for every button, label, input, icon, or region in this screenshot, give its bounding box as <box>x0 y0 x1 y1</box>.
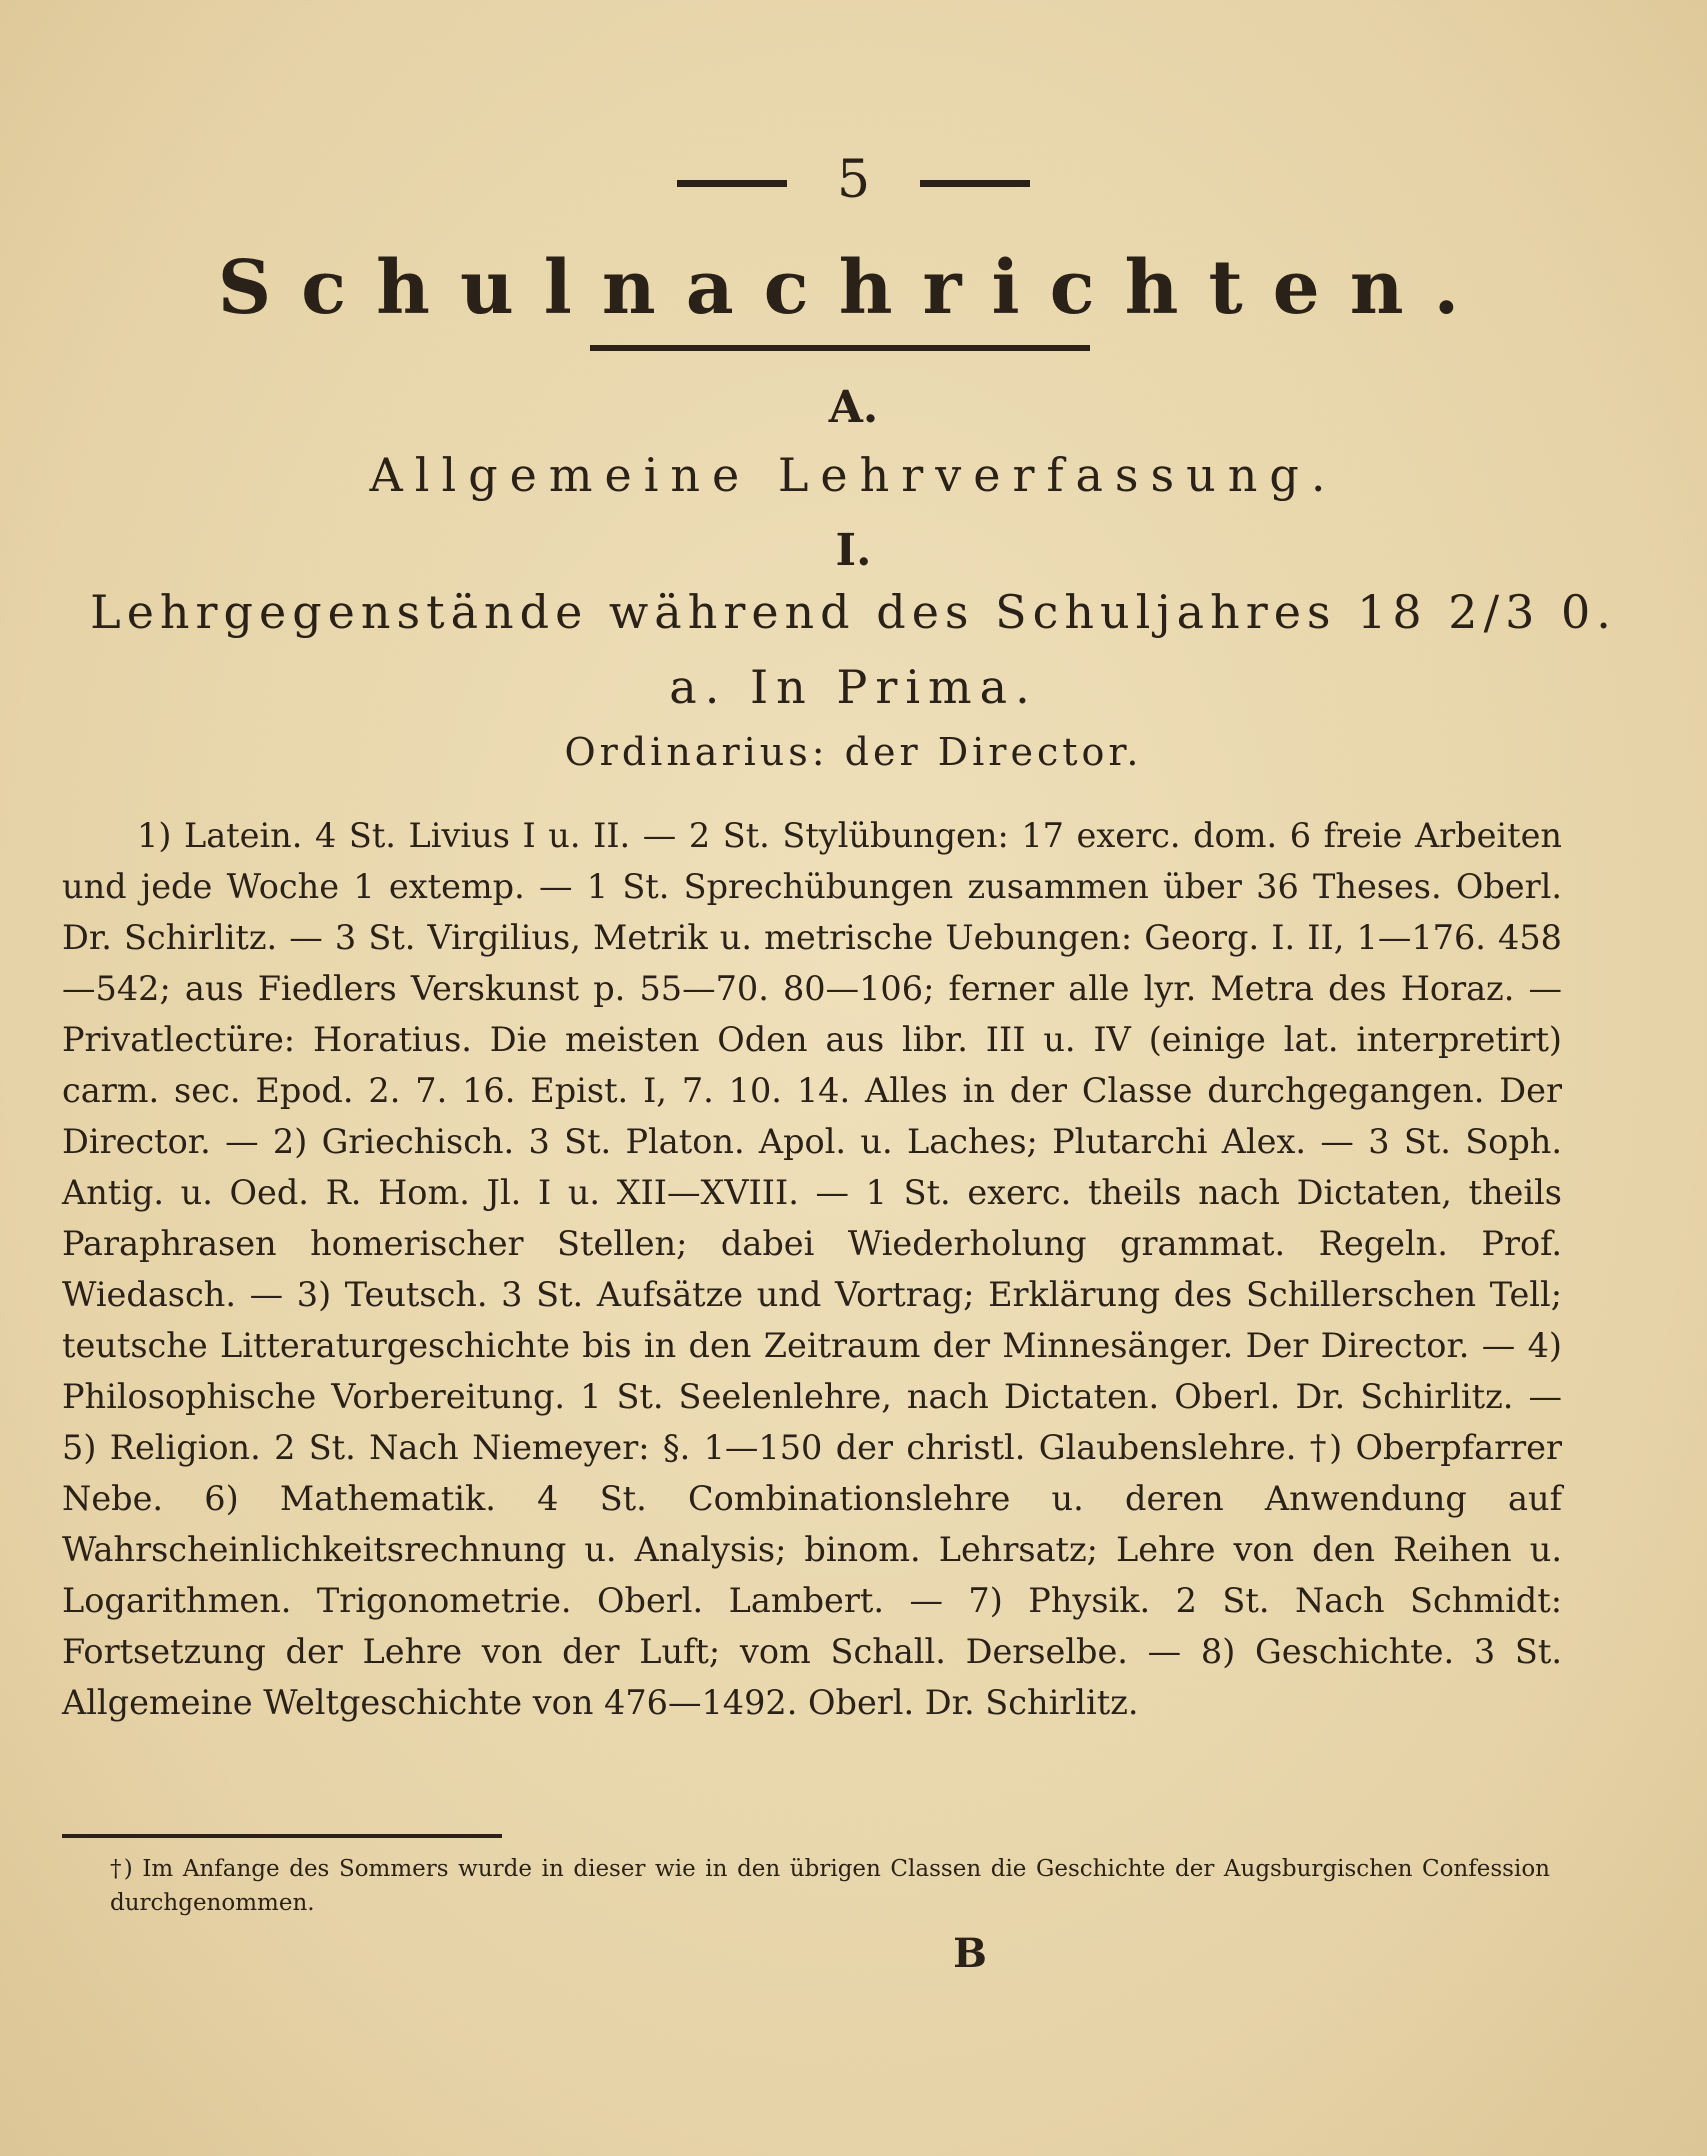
section-letter: A. <box>828 382 879 433</box>
title-rule <box>590 345 1090 351</box>
left-dash <box>677 180 787 187</box>
ordinarius-line: Ordinarius: der Director. <box>564 730 1143 774</box>
page-number: 5 <box>836 150 871 210</box>
subsection-number: I. <box>835 525 872 576</box>
footnote: †) Im Anfange des Sommers wurde in dieser wie in den übrigen Classen die Geschichte der Augsburgischen Confession durchgenommen. <box>110 1856 1550 1916</box>
body-paragraph: 1) Latein. 4 St. Livius I u. II. — 2 St. Stylübungen: 17 exerc. dom. 6 freie Arbeiten und jede Woche 1 extemp. — 1 St. Sprechübungen zusammen über 36 Theses. Oberl. Dr. Schirlitz. — 3 St. Virgilius, Metrik u. metrische Uebungen: Georg. I. II, 1—176. 458—542; aus Fiedlers Verskunst p. 55—70. 80—106; ferner alle lyr. Metra des Horaz. — Privatlectüre: Horatius. Die meisten Oden aus libr. III u. IV (einige lat. interpretirt) carm. sec. Epod. 2. 7. 16. Epist. I, 7. 10. 14. Alles in der Classe durchgegangen. Der Director. — 2) Griechisch. 3 St. Platon. Apol. u. Laches; Plutarchi Alex. — 3 St. Soph. Antig. u. Oed. R. Hom. Jl. I u. XII—XVIII. — 1 St. exerc. theils nach Dictaten, theils Paraphrasen homerischer Stellen; dabei Wiederholung grammat. Regeln. Prof. Wiedasch. — 3) Teutsch. 3 St. Aufsätze und Vortrag; Erklärung des Schillerschen Tell; teutsche Litteraturgeschichte bis in den Zeitraum der Minnesänger. Der Director. — 4) Philosophische Vorbereitung. 1 St. Seelenlehre, nach Dictaten. Oberl. Dr. Schirlitz. — 5) Religion. 2 St. Nach Niemeyer: §. 1—150 der christl. Glaubenslehre. †) Oberpfarrer Nebe. 6) Mathematik. 4 St. Combinationslehre u. deren Anwendung auf Wahrscheinlichkeitsrechnung u. Analysis; binom. Lehrsatz; Lehre von den Reihen u. Logarithmen. Trigonometrie. Oberl. Lambert. — 7) Physik. 2 St. Nach Schmidt: Fortsetzung der Lehre von der Luft; vom Schall. Derselbe. — 8) Geschichte. 3 St. Allgemeine Weltgeschichte von 476—1492. Oberl. Dr. Schirlitz. <box>62 816 1562 1722</box>
right-dash <box>920 180 1030 187</box>
class-heading: a. In Prima. <box>669 660 1038 714</box>
section-heading: Allgemeine Lehrverfassung. <box>369 448 1338 502</box>
footnote-rule <box>62 1834 502 1838</box>
signature-mark: B <box>953 1930 987 1977</box>
subsection-heading: Lehrgegenstände während des Schuljahres 18 2/3 0. <box>90 585 1617 639</box>
page-title: Schulnachrichten. <box>217 245 1490 331</box>
page-number-line <box>0 150 1707 210</box>
